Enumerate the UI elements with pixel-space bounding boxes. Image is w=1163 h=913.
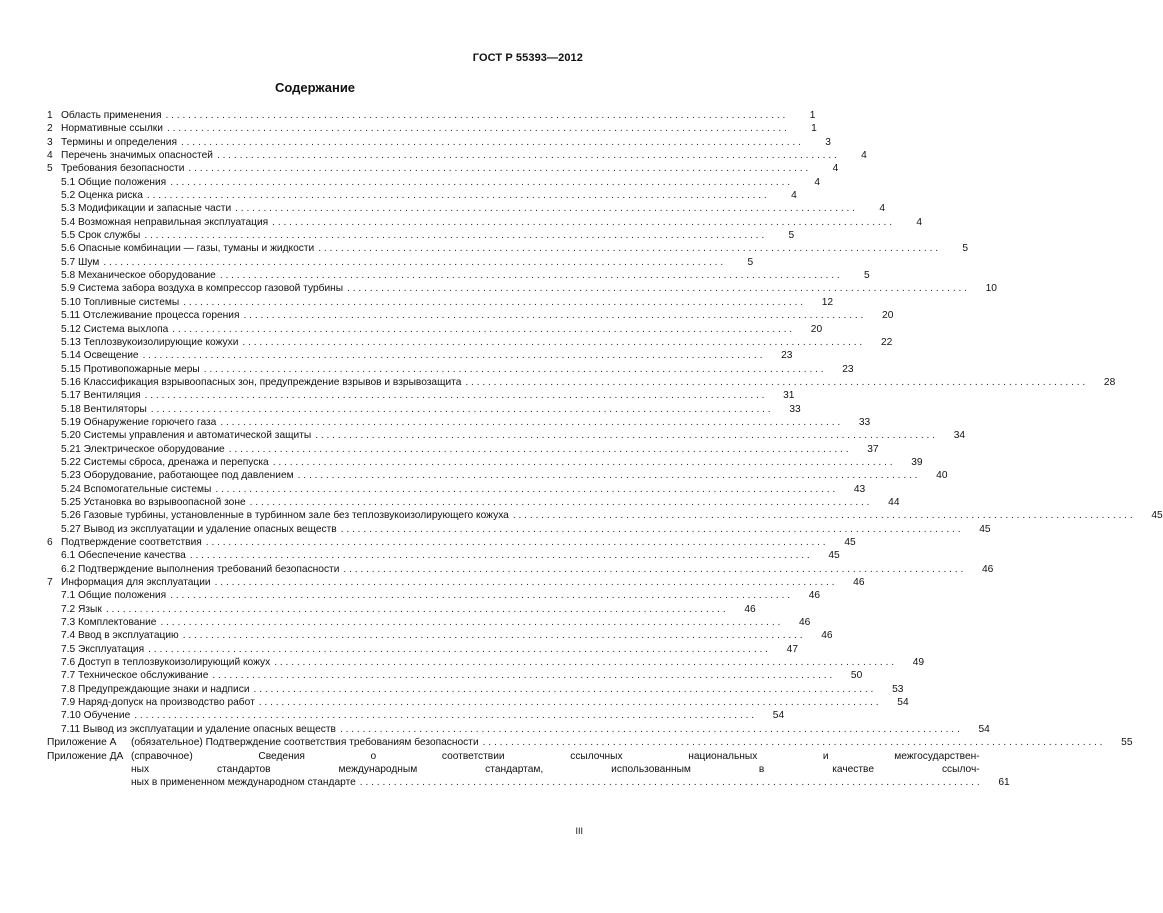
appendix-title-text: ных в примененном международном стандарте [131,777,356,789]
toc-entry-page: 45 [844,537,856,548]
toc-entry-title: 5.5 Срок службы [61,230,141,242]
toc-entry-page: 4 [832,163,839,175]
toc-entry[interactable] [47,202,886,215]
toc-entry-title: 5.17 Вентиляция [61,390,141,402]
dot-leader [140,229,764,242]
toc-entry[interactable] [47,162,839,175]
dot-leader [238,336,862,349]
toc-entry-page: 28 [1103,376,1116,388]
toc-entry-page: 4 [879,203,886,215]
toc-entry[interactable] [47,416,871,429]
appendix-title-text: (справочное) Сведения о соответствии ссылочных национальных и межгосударствен- [131,750,980,762]
appendix-title-text: ных стандартов международным стандартам, использованным в качестве ссылоч- [131,763,980,775]
dot-leader [141,389,765,402]
toc-entry-page: 4 [861,150,867,162]
dot-leader [509,509,1133,522]
toc-entry-page: 45 [979,523,991,535]
toc-entry-title: 5.26 Газовые турбины, установленные в турбинном зале без теплозвукоизолирующего кожуха [61,510,509,522]
toc-entry-title: 5.1 Общие положения [61,176,167,188]
toc-entry[interactable] [47,429,966,442]
toc-entry[interactable] [47,363,854,376]
toc-entry[interactable] [47,242,969,255]
toc-entry-page: 34 [953,430,966,442]
toc-entry[interactable] [47,269,870,282]
toc-entry[interactable] [47,216,923,229]
toc-entry-title: Термины и определения [61,136,177,148]
toc-entry-page: 47 [786,643,798,655]
toc-entry[interactable] [47,389,795,402]
toc-entry-page: 12 [821,296,834,308]
appendix-page: 61 [998,777,1010,789]
toc-entry-page: 23 [842,363,854,375]
page-numeral: III [575,826,583,836]
appendix-title-line [131,750,1010,763]
toc-entry-page: 54 [772,710,785,722]
toc-entry-page: 46 [808,590,821,602]
toc-entry-page: 46 [821,630,833,642]
toc-entry[interactable] [47,256,754,269]
dot-leader [270,656,894,669]
toc-entry-title: 5.4 Возможная неправильная эксплуатация [61,216,269,228]
toc-entry-number: 4 [47,150,53,162]
dot-leader [156,616,780,629]
toc-entry-title: Нормативные ссылки [61,123,163,135]
toc-entry[interactable] [47,629,833,642]
toc-entry-title: Требования безопасности [61,163,185,175]
dot-leader [479,736,1103,749]
toc-entry-page: 45 [1151,510,1163,522]
toc-entry[interactable] [47,589,821,602]
toc-entry[interactable] [47,509,1163,522]
appendix-title-line [131,736,1133,749]
toc-entry-page: 46 [853,577,865,589]
toc-entry-title: 5.13 Теплозвукоизолирующие кожухи [61,336,239,348]
toc-entry[interactable] [47,456,923,469]
toc-entry[interactable] [47,603,756,616]
toc-entry-number: 3 [47,136,53,148]
toc-entry-page: 39 [911,456,923,468]
toc-appendix-entry[interactable] [47,750,1010,790]
toc-entry-page: 5 [747,256,754,268]
toc-entry-page: 44 [888,496,900,508]
toc-entry[interactable] [47,496,900,509]
toc-entry-title: 5.25 Установка во взрывоопасной зоне [61,496,246,508]
toc-entry[interactable] [47,709,785,722]
toc-entry-number: 5 [47,163,53,175]
dot-leader [143,189,767,202]
dot-leader [102,603,726,616]
toc-entry-title: 7.1 Общие положения [61,590,167,602]
toc-entry-page: 43 [853,483,866,495]
dot-leader [166,176,790,189]
dot-leader [250,683,874,696]
page-title: Содержание [274,80,356,95]
toc-entry[interactable] [47,136,831,149]
dot-leader [343,282,967,295]
toc-entry[interactable] [47,229,795,242]
toc-entry-title: 5.10 Топливные системы [61,296,180,308]
toc-entry-number: 7 [47,577,53,589]
toc-entry[interactable] [47,523,991,536]
toc-entry-page: 46 [981,563,994,575]
dot-leader [225,443,849,456]
dot-leader [208,669,832,682]
toc-entry-page: 33 [858,416,871,428]
dot-leader [356,776,980,789]
toc-entry[interactable] [47,443,879,456]
dot-leader [213,149,837,162]
toc-entry[interactable] [47,282,997,295]
toc-entry[interactable] [47,669,863,682]
toc-entry-title: 5.27 Вывод из эксплуатации и удаление опасных веществ [61,523,337,535]
toc-entry-page: 37 [867,443,879,455]
dot-leader [147,403,771,416]
toc-entry-page: 53 [892,683,904,695]
toc-entry-title: 5.2 Оценка риска [61,190,143,202]
appendix-label: Приложение А [47,737,117,749]
toc-entry-title: 7.10 Обучение [61,710,131,722]
toc-entry[interactable] [47,549,840,562]
toc-entry[interactable] [47,309,894,322]
toc-entry-page: 23 [781,350,793,362]
toc-entry[interactable] [47,376,1116,389]
toc-entry-title: Перечень значимых опасностей [61,150,213,162]
toc-entry[interactable] [47,696,909,709]
dot-leader [211,483,835,496]
toc-entry[interactable] [47,563,994,576]
toc-appendix-entry[interactable] [47,736,1133,749]
dot-leader [336,723,960,736]
dot-leader [216,416,840,429]
toc-entry-title: 5.8 Механическое оборудование [61,270,216,282]
toc-entry-title: 7.3 Комплектование [61,617,157,629]
toc-entry[interactable] [47,149,867,162]
dot-leader [99,256,723,269]
dot-leader [139,349,763,362]
toc-entry-title: 5.16 Классификация взрывоопасных зон, предупреждение взрывов и взрывозащита [61,376,462,388]
dot-leader [216,269,840,282]
dot-leader [144,643,768,656]
dot-leader [294,469,918,482]
toc-entry-page: 4 [916,216,923,228]
toc-entry-title: 7.7 Техническое обслуживание [61,670,209,682]
toc-entry[interactable] [47,189,797,202]
table-of-contents [47,109,1163,790]
toc-entry-title: 6.2 Подтверждение выполнения требований безопасности [61,563,340,575]
toc-entry-title: 5.12 Система выхлопа [61,323,169,335]
dot-leader [179,296,803,309]
toc-entry-page: 33 [789,403,801,415]
toc-entry[interactable] [47,122,817,135]
dot-leader [186,549,810,562]
toc-entry-page: 46 [744,603,756,615]
toc-entry-title: 7.11 Вывод из эксплуатации и удаление опасных веществ [61,723,336,735]
toc-entry[interactable] [47,336,893,349]
toc-entry[interactable] [47,323,823,336]
toc-entry-title: 5.24 Вспомогательные системы [61,483,212,495]
toc-entry-page: 22 [880,336,893,348]
dot-leader [231,202,855,215]
dot-leader [179,629,803,642]
toc-entry-title: 7.9 Наряд-допуск на производство работ [61,697,255,709]
toc-entry[interactable] [47,643,798,656]
toc-entry-title: 5.19 Обнаружение горючего газа [61,416,217,428]
dot-leader [200,363,824,376]
toc-entry[interactable] [47,349,793,362]
dot-leader [337,523,961,536]
dot-leader [130,709,754,722]
toc-entry[interactable] [47,683,904,696]
dot-leader [184,162,808,175]
dot-leader [461,376,1085,389]
toc-entry[interactable] [47,483,866,496]
toc-entry-page: 1 [811,123,817,135]
toc-entry-page: 5 [864,270,870,282]
dot-leader [168,323,792,336]
toc-entry-page: 4 [791,190,797,202]
toc-entry-title: 7.8 Предупреждающие знаки и надписи [61,683,250,695]
dot-leader [311,429,935,442]
toc-entry-title: 5.18 Вентиляторы [61,403,147,415]
toc-entry-title: 5.20 Системы управления и автоматической защиты [61,430,312,442]
toc-entry-title: Подтверждение соответствия [61,537,202,548]
toc-entry-page: 20 [810,323,823,335]
toc-entry-title: Информация для эксплуатации [61,577,211,589]
toc-entry-title: 5.7 Шум [61,256,100,268]
appendix-label: Приложение ДА [47,750,124,762]
toc-entry-title: 7.2 Язык [61,603,102,615]
toc-entry[interactable] [47,403,801,416]
toc-entry-title: 5.21 Электрическое оборудование [61,443,225,455]
toc-entry-title: 5.6 Опасные комбинации — газы, туманы и жидкости [61,243,315,255]
dot-leader [269,456,893,469]
dot-leader [268,216,892,229]
dot-leader [202,536,826,549]
toc-entry-page: 54 [897,697,909,709]
dot-leader [166,589,790,602]
appendix-title-text: (обязательное) Подтверждение соответствия требованиям безопасности [131,737,479,749]
toc-entry-page: 4 [814,176,821,188]
toc-entry-page: 3 [825,136,831,148]
toc-entry-number: 6 [47,537,53,548]
appendix-title-line [131,763,1010,776]
toc-entry-page: 20 [882,310,894,322]
dot-leader [161,109,785,122]
toc-entry-title: 5.3 Модификации и запасные части [61,203,232,215]
dot-leader [240,309,864,322]
toc-entry[interactable] [47,536,856,549]
toc-entry[interactable] [47,469,948,482]
appendix-page: 55 [1121,737,1133,749]
dot-leader [339,563,963,576]
toc-entry-page: 10 [985,283,997,295]
toc-entry-title: 5.9 Система забора воздуха в компрессор газовой турбины [61,283,344,295]
toc-entry-title: Область применения [61,110,162,121]
appendix-title-line [131,776,1010,789]
toc-entry[interactable] [47,176,821,189]
toc-entry-page: 49 [912,657,925,669]
toc-entry[interactable] [47,576,865,589]
dot-leader [211,576,835,589]
dot-leader [177,136,801,149]
toc-entry-title: 6.1 Обеспечение качества [61,550,186,562]
toc-entry-title: 7.4 Ввод в эксплуатацию [61,630,179,642]
toc-entry[interactable] [47,109,816,122]
toc-entry[interactable] [47,616,811,629]
toc-entry[interactable] [47,296,834,309]
toc-entry-page: 50 [850,670,863,682]
toc-entry-title: 5.11 Отслеживание процесса горения [61,310,240,322]
toc-entry-page: 45 [828,550,840,562]
toc-entry-page: 1 [809,110,816,121]
toc-entry-title: 7.6 Доступ в теплозвукоизолирующий кожух [61,657,271,669]
dot-leader [314,242,938,255]
toc-entry-page: 54 [978,723,990,735]
toc-entry-page: 31 [783,390,795,402]
toc-entry-title: 5.15 Противопожарные меры [61,363,200,375]
dot-leader [255,696,879,709]
toc-entry-title: 5.22 Системы сброса, дренажа и перепуска [61,456,269,468]
dot-leader [163,122,787,135]
toc-entry-number: 2 [47,123,53,135]
toc-entry-number: 1 [47,110,53,121]
toc-entry-page: 5 [788,230,795,242]
dot-leader [246,496,870,509]
toc-entry-title: 5.23 Оборудование, работающее под давлением [61,470,294,482]
document-standard-number: ГОСТ Р 55393—2012 [472,52,583,64]
toc-entry[interactable] [47,723,990,736]
toc-entry-title: 5.14 Освещение [61,350,139,362]
toc-entry-page: 46 [799,617,811,629]
toc-entry-page: 40 [936,470,948,482]
toc-entry-page: 5 [962,243,969,255]
toc-entry-title: 7.5 Эксплуатация [61,643,145,655]
toc-entry[interactable] [47,656,925,669]
